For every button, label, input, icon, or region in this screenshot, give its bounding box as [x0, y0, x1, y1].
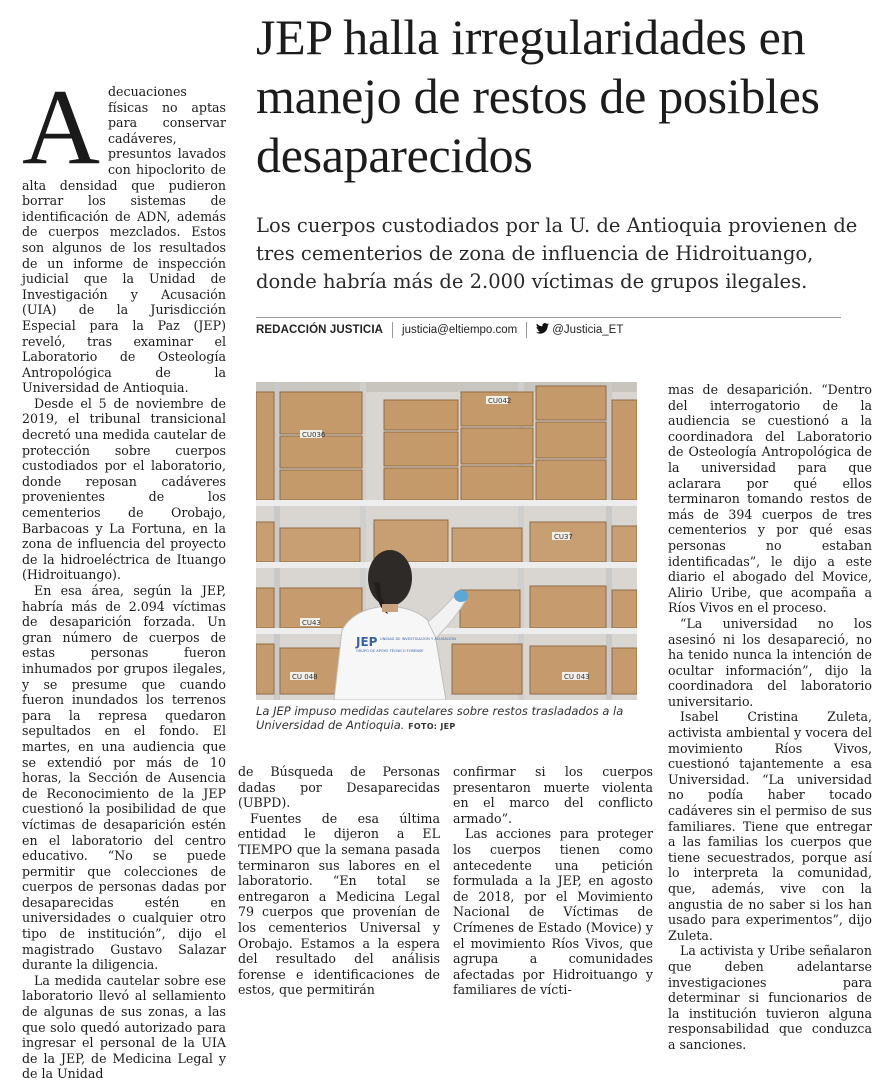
article-paragraph: decuaciones físicas no aptas para conservar cadáveres, presuntos lavados con hipoclorito de alta densidad que pudieron borrar los sistemas de identificación de ADN, además de cuerpos mezclados. Estos son algunos de los resultados de un informe de inspección judicial que la Unidad de Investigación y Acusación (UIA) de la Jurisdicción Especial para la Paz (JEP) reveló, tras examinar el Laboratorio de Osteología Antropológica de la Universidad de Antioquia.	[22, 84, 226, 396]
article-paragraph: Desde el 5 de noviembre de 2019, el tribunal transicional decretó una medida cautelar de protección sobre cuerpos custodiados por el laboratorio, donde reposan cadáveres provenientes de los cementerios de Orobajo, Barbacoas y La Fortuna, en la zona de influencia del proyecto de la hidroeléctrica de Ituango (Hidroituango).	[22, 395, 226, 583]
svg-text:CU43: CU43	[302, 619, 321, 627]
article-photo	[256, 382, 637, 700]
article-paragraph: “La universidad no los asesinó ni los desapareció, no ha tenido nunca la intención de ocultar información”, dijo la coordinadora del laboratorio universitario.	[668, 615, 872, 709]
svg-text:CU042: CU042	[488, 397, 512, 405]
article-column-1	[22, 68, 226, 1082]
svg-text:JEP: JEP	[356, 635, 378, 649]
byline	[256, 321, 623, 339]
article-paragraph: Las acciones para proteger los cuerpos tienen como antecedente una petición formulada a la JEP, en agosto de 2018, por el Movimiento Nacional de Víctimas de Crímenes de Estado (Movice) y el movimiento Ríos Vivos, que agrupa a comunidades afectadas por Hidroituango y familiares de vícti-	[453, 826, 653, 998]
article-column-3	[453, 764, 653, 998]
svg-text:CU036: CU036	[302, 431, 326, 439]
svg-text:CU37: CU37	[554, 533, 573, 541]
article-paragraph: Isabel Cristina Zuleta, activista ambiental y vocera del movimiento Ríos Vivos, cuestionó tajantemente a esa Universidad. “La universidad no podía haber tocado cadáveres sin el permiso de sus familiares. Tiene que entregar a las familias los cuerpos que tiene secuestrados, porque así lo interpreta la comunidad, que, además, vive con la angustia de no saber si los han usado para experimentos”, dijo Zuleta.	[668, 709, 872, 943]
article-column-4	[668, 382, 872, 1053]
byline-divider	[256, 317, 841, 318]
byline-email[interactable]: justicia@eltiempo.com	[402, 324, 518, 336]
article-paragraph: La activista y Uribe señalaron que deben adelantarse investigaciones para determinar si funcionarios de la institución tuvieron alguna responsabilidad que conduzca a sanciones.	[668, 943, 872, 1052]
article-paragraph: mas de desaparición. “Dentro del interrogatorio de la audiencia se cuestionó a la coordinadora del Laboratorio de Osteología Antropológica de la universidad para que aclarara por qué ellos terminaron tomando restos de más de 394 cuerpos de tres cementerios y por qué esas personas no estaban identificadas”, le dijo a este diario el abogado del Movice, Alirio Uribe, que acompaña a Ríos Vivos en el proceso.	[668, 382, 872, 616]
headline: JEP halla irregularidades en manejo de restos de posibles desaparecidos	[256, 9, 820, 183]
svg-text:CU 048: CU 048	[292, 673, 318, 681]
article-paragraph: de Búsqueda de Personas dadas por Desaparecidas (UBPD).	[238, 764, 440, 811]
svg-text:CU 043: CU 043	[564, 673, 590, 681]
photo-caption	[256, 704, 637, 734]
byline-author: REDACCIÓN JUSTICIA	[256, 324, 384, 336]
byline-separator	[526, 322, 527, 338]
article-column-2	[238, 764, 440, 998]
subheadline: Los cuerpos custodiados por la U. de Antioquia provienen de tres cementerios de zona de influencia de Hidroituango, donde habría más de 2.000 víctimas de grupos ilegales.	[256, 214, 858, 293]
article-paragraph: confirmar si los cuerpos presentaron muerte violenta en el marco del conflicto armado”.	[453, 764, 653, 826]
twitter-bird-icon	[536, 323, 549, 337]
article-paragraph: La medida cautelar sobre ese laboratorio llevó al sellamiento de algunas de sus zonas, a las que solo quedó autorizado para ingresar el personal de la UIA de la JEP, de Medicina Legal y de la Unidad	[22, 972, 226, 1082]
drop-cap: A	[22, 68, 100, 187]
byline-separator	[392, 322, 393, 338]
caption-text: La JEP impuso medidas cautelares sobre restos trasladados a la Universidad de Antioquia.	[256, 704, 624, 732]
photo-credit: FOTO: JEP	[408, 722, 456, 731]
svg-text:GRUPO DE APOYO TÉCNICO FORENSE: GRUPO DE APOYO TÉCNICO FORENSE	[356, 649, 424, 653]
article-paragraph: En esa área, según la JEP, habría más de 2.094 víctimas de desaparición forzada. Un gran número de cuerpos de estas personas fueron inhumados por grupos ilegales, y se presume que cuando fueron inundados los terrenos para la represa quedaron sepultados en el fondo. El martes, en una audiencia que se extendió por más de 10 horas, la Sección de Ausencia de Reconocimiento de la JEP cuestionó la posibilidad de que víctimas de desaparición estén en el laboratorio del centro educativo. “No se puede permitir que colecciones de cuerpos de personas dadas por desaparecidas estén en universidades o cualquier otro tipo de institución”, dijo el magistrado Gustavo Salazar durante la diligencia.	[22, 583, 226, 973]
byline-twitter-handle[interactable]: @Justicia_ET	[552, 324, 624, 336]
article-paragraph: Fuentes de esa última entidad le dijeron a EL TIEMPO que la semana pasada terminaron sus labores en el laboratorio. “En total se entregaron a Medicina Legal 79 cuerpos que provenían de los cementerios Universal y Orobajo. Estamos a la espera del resultado del análisis forense e identificaciones de estos, que permitirán	[238, 810, 440, 998]
svg-text:UNIDAD DE INVESTIGACIÓN Y ACUS: UNIDAD DE INVESTIGACIÓN Y ACUSACIÓN	[380, 637, 456, 641]
